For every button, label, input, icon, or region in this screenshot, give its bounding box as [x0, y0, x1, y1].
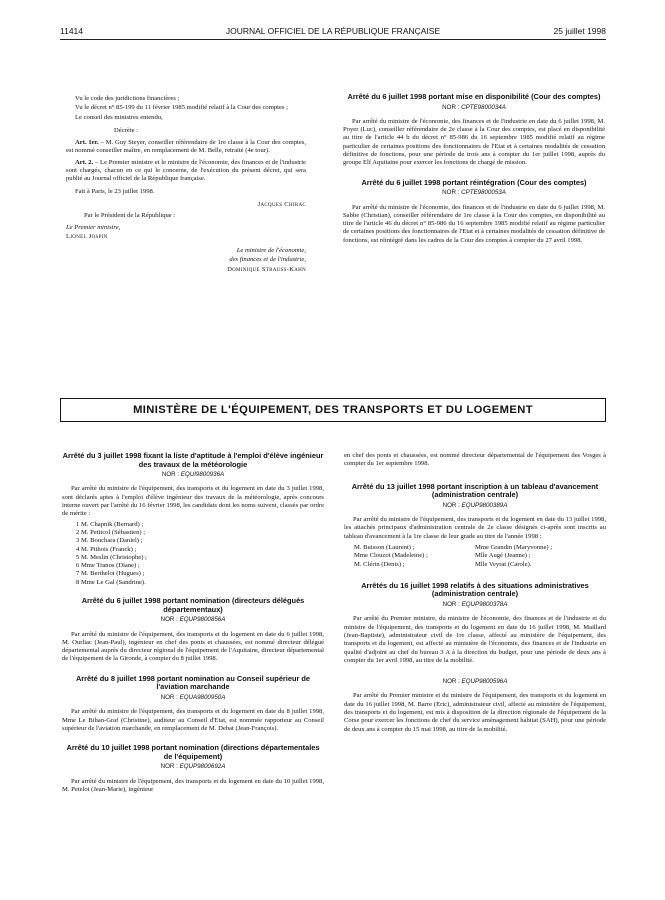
visa-1: Vu le code des juridictions financières ; — [75, 95, 180, 102]
arrete-dde-title: Arrêté du 10 juillet 1998 portant nomination (directions départementales de l'équipement) — [66, 743, 320, 761]
page-number: 11414 — [60, 26, 84, 36]
nor-label: NOR : — [161, 471, 180, 479]
arrete-directeurs-text: Par arrêté du ministre de l'équipement, des transports et du logement en date du 6 juillet 1998, M. Ourliac (Jean-Paul), ingénieur en chef des ponts et chaussées, est nommé directeur délégué départemental auprès du directeur régional de l'équipement de l'Aquitaine, directeur départemental de l'équipement de la Gironde, à compter du 8 juillet 1998. — [62, 630, 324, 663]
article-1-label: Art. 1er. — [75, 139, 99, 147]
ministry-banner: MINISTÈRE DE L'ÉQUIPEMENT, DES TRANSPORTS ET DU LOGEMENT — [60, 398, 606, 422]
names-right-column — [475, 544, 606, 569]
promotion-name: Mme Clouzot (Madeleine) ; — [354, 552, 428, 560]
promotion-name: Mlle Augé (Jeanne) ; — [474, 552, 531, 560]
nor-code: EQUP9800596A — [461, 678, 508, 686]
arretes-situations-title: Arrêtés du 16 juillet 1998 relatifs à des situations administratives (administration centrale) — [361, 580, 589, 599]
nor-label: NOR : — [160, 763, 178, 771]
decree-column — [66, 95, 306, 275]
arretes-situations-nor — [344, 601, 606, 609]
arrete-disponibilite-text: Par arrêté du ministre de l'économie, des finances et de l'industrie en date du 6 juillet 1998, M. Poyer (Luc), conseiller référendaire de 2e classe à la Cour des comptes, est placé en disponibilité au titre de l'article 44 b du décret n° 85-986 du 16 septembre 1985 modifié relatif au régime particulier de certaines positions des fonctionnaires de l'Etat et à certaines modalités de cessation définitive de fonctions, pour une période de trois ans à compter du 1er juillet 1998, auprès du groupe Elf Aquitaine pour exercer les fonctions de chargé de mission. — [343, 117, 605, 167]
promotion-name: M. Buisson (Laurent) ; — [354, 543, 415, 551]
nor-code: EQUP9800389A — [461, 501, 508, 509]
nor-code: CPTE9800053A — [461, 189, 506, 197]
promotion-names — [344, 544, 606, 569]
journal-title: JOURNAL OFFICIEL DE LA RÉPUBLIQUE FRANÇAISE — [225, 26, 441, 36]
nor-label: NOR : — [442, 678, 460, 686]
situation-barre-nor — [344, 678, 606, 686]
promotion-name: Mlle Veyrat (Carole). — [474, 560, 532, 568]
visa-3: Le conseil des ministres entendu, — [75, 113, 163, 121]
equipement-left-column — [62, 452, 324, 795]
nor-code: EQUA9800950A — [179, 693, 226, 701]
nor-code: EQUP9800378A — [461, 601, 508, 609]
arrete-aviation-text: Par arrêté du ministre de l'équipement, des transports et du logement en date du 8 juillet 1998, Mme Le Bihan-Graf (Christine), auditeur au Conseil d'Etat, est nommée rapporteur au Conseil supérieur de l'aviation marchande, en remplacement de M. Debat (Jean-François). — [62, 708, 324, 732]
pm-title: Le Premier ministre, — [66, 223, 121, 231]
promotion-name: M. Clérin (Denis) ; — [354, 560, 405, 568]
arrete-tableau-text: Par arrêté du ministre de l'équipement, des transports et du logement en date du 13 juillet 1998, les attachés principaux d'administration centrale de 2e classe désignés ci-après sont inscrits au tableau d'avancement à la 1re classe de leur grade au titre de l'année 1998 : — [344, 516, 606, 540]
merit-list-item: 5 M. Meslin (Christophe) ; — [76, 553, 147, 561]
nor-code: EQUP9800692A — [179, 763, 226, 771]
nor-label: NOR : — [442, 601, 460, 609]
pm-name: Lionel Jospin — [66, 232, 108, 240]
cour-des-comptes-column — [343, 93, 605, 246]
article-1-text: – M. Guy Steyer, conseiller référendaire de 1re classe à la Cour des comptes, est nommé conseiller maître, en remplacement de M. Belle, retraité (4e tour). — [66, 139, 307, 155]
visa-2: Vu le décret n° 85-199 du 11 février 1985 modifié relatif à la Cour des comptes ; — [75, 104, 288, 112]
merit-list-item: 3 M. Bouchara (Daniel) ; — [76, 537, 143, 545]
article-1 — [66, 139, 306, 156]
arrete-reintegration-title: Arrêté du 6 juillet 1998 portant réintégration (Cour des comptes) — [361, 177, 587, 187]
arrete-tableau-title: Arrêté du 13 juillet 1998 portant inscription à un tableau d'avancement (administration centrale) — [351, 481, 599, 500]
article-2 — [66, 159, 306, 184]
page-header — [60, 26, 606, 38]
arrete-aviation-nor — [62, 694, 324, 702]
arrete-disponibilite-nor — [343, 104, 605, 112]
nor-code: EQUP9800856A — [179, 616, 226, 624]
nor-code: CPTE9800034A — [461, 103, 506, 111]
arrete-meteorologie-title: Arrêté du 3 juillet 1998 fixant la liste d'aptitude à l'emploi d'élève ingénieur des travaux de la météorologie — [62, 451, 324, 469]
merit-list-item: 2 M. Petitcol (Sébastien) ; — [76, 528, 146, 536]
arrete-meteorologie-text: Par arrêté du ministre de l'équipement, des transports et du logement en date du 3 juillet 1998, sont déclarés aptes à l'emploi d'élève ingénieur des travaux de la météorologie, après concours interne ouvert par l'arrêté du 16 février 1998, les candidats dont les noms suivent, classés par ordre de mérite : — [62, 485, 324, 518]
continued-text: en chef des ponts et chaussées, est nommé directeur départemental de l'équipement des Vosges à compter du 1er septembre 1998. — [344, 452, 606, 468]
minister-name: Dominique Strauss-Kahn — [227, 265, 306, 273]
names-left-column — [354, 544, 475, 569]
par-le-president: Par le Président de la République : — [84, 212, 176, 220]
merit-list-item: 6 Mme Tranos (Diane) ; — [76, 562, 140, 570]
nor-label: NOR : — [160, 616, 178, 624]
issue-date: 25 juillet 1998 — [553, 26, 606, 36]
article-2-text: – Le Premier ministre et le ministre de l'économie, des finances et de l'industrie sont chargés, chacun en ce qui le concerne, de l'exécution du présent décret, qui sera publié au Journal officiel de la République française. — [66, 158, 306, 183]
arrete-tableau-nor — [344, 502, 606, 510]
arrete-reintegration-nor — [343, 189, 605, 197]
arrete-disponibilite-title: Arrêté du 6 juillet 1998 portant mise en disponibilité (Cour des comptes) — [347, 92, 601, 101]
fait-a-paris: Fait à Paris, le 23 juillet 1998. — [75, 187, 155, 195]
merit-list-item: 1 M. Chapnik (Bernard) ; — [76, 520, 144, 528]
situation-maillard-text: Par arrêté du Premier ministre, du ministre de l'économie, des finances et de l'industrie et du ministre de l'équipement, des transports et du logement en date du 16 juillet 1998, M. Maillard (Jean-Baptiste), administrateur civil de 1re classe, affecté au ministère de l'équipement, des transports et du logement, est affecté au ministère de l'économie, des finances et de l'industrie en qualité d'adjoint au chef du bureau 3 A à la direction du budget, pour une période de deux ans à compter du 1er avril 1998, au titre de la mobilité. — [344, 615, 606, 664]
arrete-meteorologie-nor — [62, 471, 324, 479]
merit-list-item: 7 M. Berthelot (Hugues) ; — [76, 570, 145, 578]
minister-title-2: des finances et de l'industrie, — [229, 256, 306, 264]
merit-list-item: 4 M. Pithois (Franck) ; — [76, 545, 137, 553]
arrete-aviation-title: Arrêté du 8 juillet 1998 portant nomination au Conseil supérieur de l'aviation marchande — [75, 673, 311, 692]
arrete-directeurs-nor — [62, 616, 324, 624]
nor-label: NOR : — [442, 501, 460, 509]
arrete-directeurs-title: Arrêté du 6 juillet 1998 portant nomination (directeurs délégués départementaux) — [81, 596, 305, 614]
nor-label: NOR : — [442, 103, 460, 111]
merit-list — [76, 521, 324, 587]
arrete-reintegration-text: Par arrêté du ministre de l'économie, des finances et de l'industrie en date du 6 juillet 1998, M. Sabbe (Christian), conseiller référendaire de 1re classe à la Cour des comptes, en disponibilité au titre de l'article 46 du décret n° 85-986 du 16 septembre 1985 modifié relatif au régime particulier de certaines positions des fonctionnaires de l'Etat et à certaines modalités de cessation définitive de fonctions, est réintégré dans les cadres de la Cour des comptes à compter du 27 avril 1998. — [343, 203, 605, 244]
arrete-dde-nor — [62, 763, 324, 771]
header-rule — [60, 39, 606, 40]
decrete-heading: Décrète : — [114, 126, 138, 134]
minister-title-1: Le ministre de l'économie, — [236, 247, 306, 255]
article-2-label: Art. 2. — [75, 158, 94, 166]
nor-label: NOR : — [160, 693, 178, 701]
nor-label: NOR : — [442, 189, 460, 197]
nor-code: EQUI9800936A — [180, 471, 225, 479]
equipement-right-column — [344, 452, 606, 735]
arrete-dde-text: Par arrêté du ministre de l'équipement, des transports et du logement en date du 10 juillet 1998, M. Petelot (Jean-Marie), ingénieur — [62, 777, 324, 793]
merit-list-item: 8 Mme Le Gal (Sandrine). — [76, 578, 146, 586]
situation-barre-text: Par arrêté du Premier ministre et du ministre de l'équipement, des transports et du logement en date du 16 juillet 1998, M. Barre (Eric), administrateur civil, affecté au ministère de l'équipement, des transports et du logement, est mis à disposition de la direction régionale de l'équipement de la Corse pour exercer les fonctions de chef du service aménagement habitat (SAH), pour une période de deux ans à compter du 15 mai 1998, au titre de la mobilité. — [344, 692, 606, 733]
promotion-name: Mme Grandin (Maryvonne) ; — [474, 543, 553, 551]
signer-president: Jacques Chirac — [257, 200, 306, 208]
